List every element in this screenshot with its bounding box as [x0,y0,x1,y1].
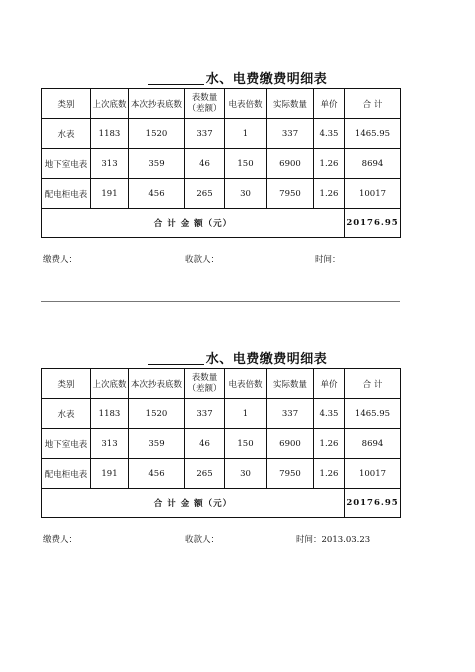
table-cell: 地下室电表 [42,149,91,179]
header-cell: 单价 [314,369,345,399]
table-cell: 配电柜电表 [42,179,91,209]
table-cell: 8694 [345,149,401,179]
table-cell: 1465.95 [345,119,401,149]
table-row [42,459,401,489]
table-row [42,429,401,459]
payer-label: 缴费人： [43,255,78,265]
table-cell: 265 [185,179,225,209]
header-cell: 类别 [42,89,91,119]
table-cell: 4.35 [314,399,345,429]
table-cell: 265 [185,459,225,489]
table-row [42,179,401,209]
total-label: 合 计 金 额（元） [42,489,345,518]
table-cell: 10017 [345,459,401,489]
table-cell: 313 [91,429,129,459]
table-cell: 150 [225,149,267,179]
sheet1-title-text: 水、电费缴费明细表 [205,72,328,87]
table-cell: 191 [91,179,129,209]
table-total-row [42,489,401,518]
table-header-row [42,89,401,119]
sheet1-title [0,68,475,87]
table-cell: 359 [129,149,185,179]
table-header-row [42,369,401,399]
table-cell: 1 [225,119,267,149]
table-cell: 30 [225,179,267,209]
payee-label: 收款人： [185,255,220,265]
table-cell: 359 [129,429,185,459]
payer-label: 缴费人： [43,535,78,545]
time-label: 时间： [315,255,341,265]
table-cell: 1183 [91,399,129,429]
header-cell: 类别 [42,369,91,399]
table-cell: 337 [267,119,314,149]
header-cell: 电表倍数 [225,369,267,399]
table-cell: 水表 [42,119,91,149]
header-cell: 合 计 [345,369,401,399]
header-cell: 上次底数 [91,369,129,399]
table-cell: 1.26 [314,149,345,179]
sheet2-title-text: 水、电费缴费明细表 [205,352,328,367]
header-cell: 表数量（差额） [185,369,225,399]
payee-label: 收款人： [185,535,220,545]
table-cell: 337 [267,399,314,429]
table-cell: 1520 [129,119,185,149]
table-cell: 地下室电表 [42,429,91,459]
table-cell: 456 [129,459,185,489]
header-cell: 本次抄表底数 [129,89,185,119]
title-blank-line [148,364,204,365]
table-cell: 6900 [267,149,314,179]
table-cell: 337 [185,399,225,429]
table-cell: 1520 [129,399,185,429]
section-divider [41,301,400,302]
table-cell: 337 [185,119,225,149]
table-cell: 8694 [345,429,401,459]
header-cell: 电表倍数 [225,89,267,119]
table-cell: 1183 [91,119,129,149]
table-cell: 313 [91,149,129,179]
table-cell: 191 [91,459,129,489]
header-cell: 上次底数 [91,89,129,119]
table-cell: 456 [129,179,185,209]
total-label: 合 计 金 额（元） [42,209,345,238]
total-value: 20176.95 [345,209,401,238]
table-cell: 10017 [345,179,401,209]
table-total-row [42,209,401,238]
header-cell: 合 计 [345,89,401,119]
header-cell: 表数量（差额） [185,89,225,119]
sheet2-title [0,348,475,367]
title-blank-line [148,84,204,85]
table-cell: 6900 [267,429,314,459]
table-cell: 30 [225,459,267,489]
sheet1-fee-table [41,88,401,238]
header-cell: 实际数量 [267,369,314,399]
header-cell: 本次抄表底数 [129,369,185,399]
table-cell: 水表 [42,399,91,429]
table-cell: 1.26 [314,459,345,489]
table-cell: 150 [225,429,267,459]
header-cell: 实际数量 [267,89,314,119]
total-value: 20176.95 [345,489,401,518]
table-row [42,399,401,429]
table-row [42,119,401,149]
table-cell: 1.26 [314,179,345,209]
table-cell: 7950 [267,179,314,209]
table-cell: 7950 [267,459,314,489]
table-cell: 1465.95 [345,399,401,429]
table-cell: 46 [185,429,225,459]
table-cell: 1 [225,399,267,429]
table-cell: 4.35 [314,119,345,149]
header-cell: 单价 [314,89,345,119]
table-cell: 46 [185,149,225,179]
time-label: 时间：2013.03.23 [296,535,371,545]
sheet2-fee-table [41,368,401,518]
table-cell: 1.26 [314,429,345,459]
table-row [42,149,401,179]
table-cell: 配电柜电表 [42,459,91,489]
